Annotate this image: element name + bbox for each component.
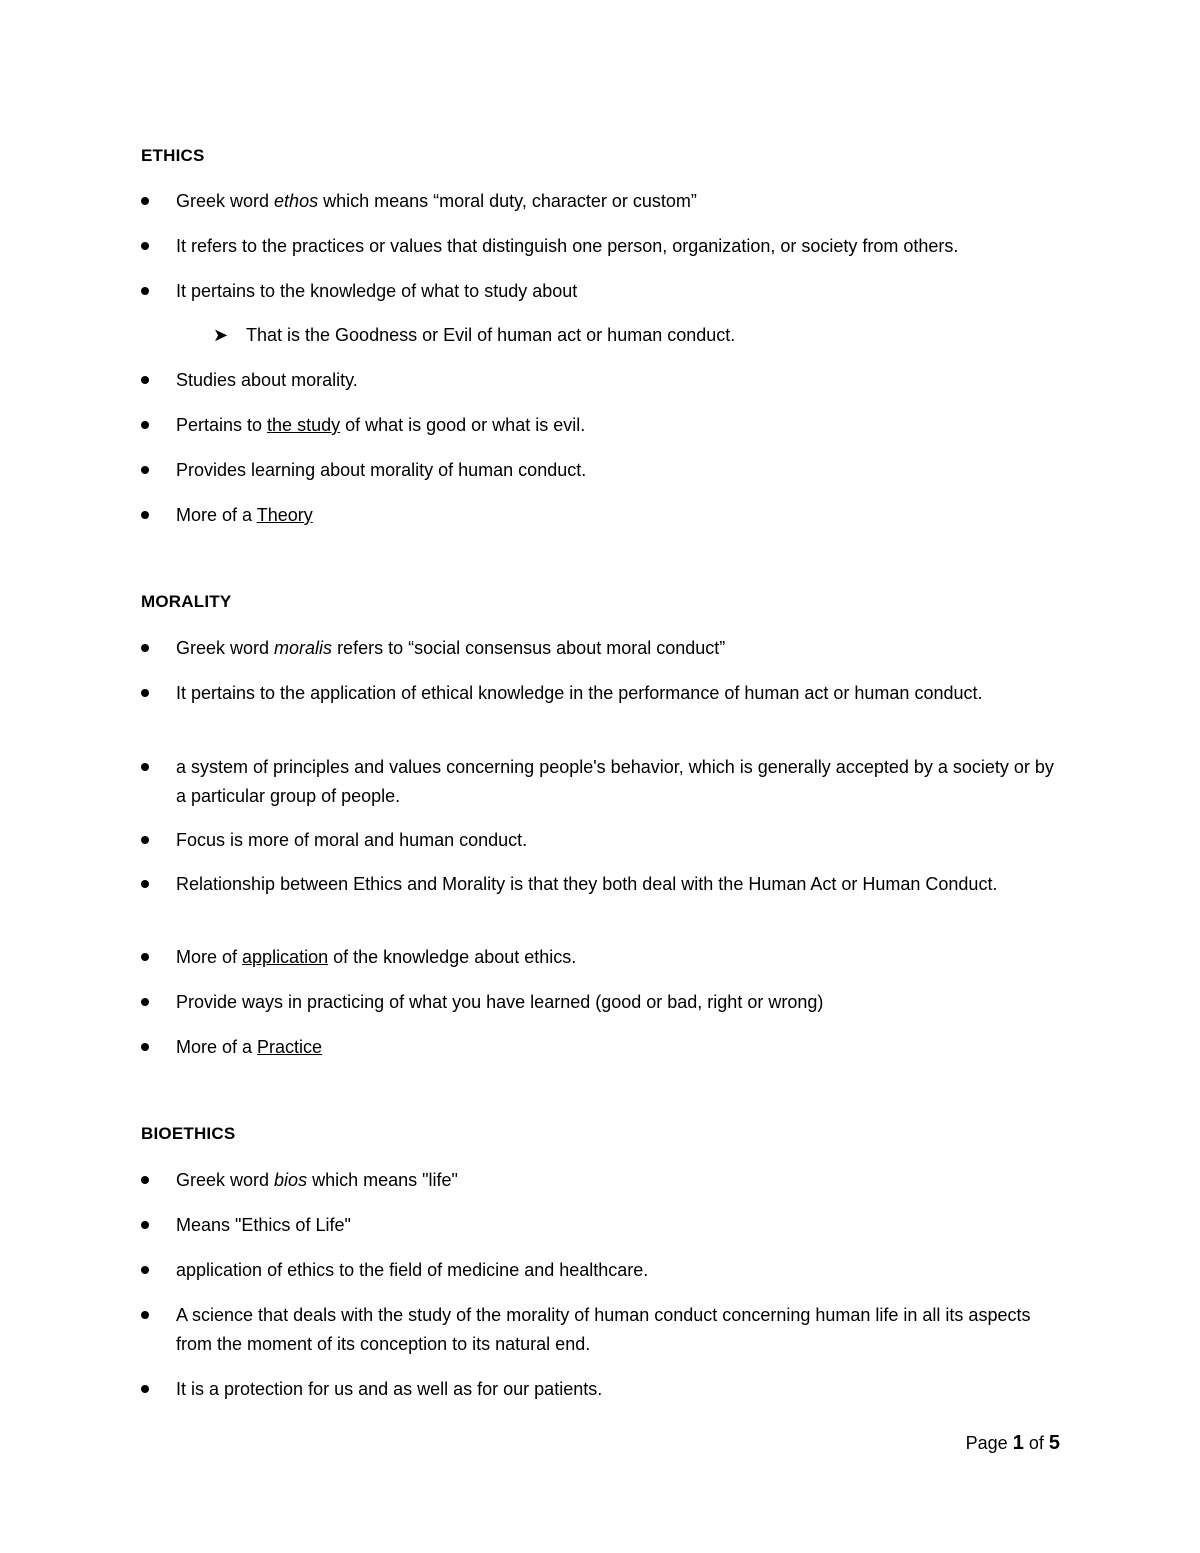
section-heading-bioethics: BIOETHICS — [141, 1124, 236, 1143]
list-item: a system of principles and values concerning people's behavior, which is generally accepted by a society or by a particular group of people. — [176, 757, 1054, 806]
list-item: Studies about morality. — [176, 370, 358, 390]
bullet-dot-icon — [141, 763, 149, 771]
list-item: It pertains to the application of ethical knowledge in the performance of human act or human conduct. — [176, 683, 983, 703]
list-item: Pertains to the study of what is good or what is evil. — [176, 415, 586, 435]
bullet-dot-icon — [141, 376, 149, 384]
bullet-dot-icon — [141, 1266, 149, 1274]
bullet-dot-icon — [141, 689, 149, 697]
list-item: More of a Theory — [176, 505, 313, 525]
list-item: Provide ways in practicing of what you have learned (good or bad, right or wrong) — [176, 992, 824, 1012]
bullet-dot-icon — [141, 466, 149, 474]
bullet-dot-icon — [141, 836, 149, 844]
section-heading-morality: MORALITY — [141, 592, 232, 611]
arrowhead-icon: ➤ — [213, 325, 229, 345]
bullet-dot-icon — [141, 953, 149, 961]
bullet-dot-icon — [141, 511, 149, 519]
list-item: A science that deals with the study of the morality of human conduct concerning human life in all its aspects from the moment of its conception to its natural end. — [176, 1305, 1031, 1354]
section-heading-ethics: ETHICS — [141, 146, 205, 165]
bullet-dot-icon — [141, 880, 149, 888]
list-item: More of a Practice — [176, 1037, 323, 1057]
sub-list-item: That is the Goodness or Evil of human act or human conduct. — [246, 325, 736, 345]
list-item: Greek word ethos which means “moral duty, character or custom” — [176, 191, 697, 211]
bullet-dot-icon — [141, 421, 149, 429]
list-item: Relationship between Ethics and Morality is that they both deal with the Human Act or Human Conduct. — [176, 874, 998, 894]
bullet-dot-icon — [141, 1385, 149, 1393]
bullet-dot-icon — [141, 1176, 149, 1184]
bullet-dot-icon — [141, 644, 149, 652]
list-item: Provides learning about morality of human conduct. — [176, 460, 587, 480]
bullet-dot-icon — [141, 1221, 149, 1229]
list-item: application of ethics to the field of medicine and healthcare. — [176, 1260, 649, 1280]
list-item: It refers to the practices or values that distinguish one person, organization, or society from others. — [176, 236, 959, 256]
list-item: Means "Ethics of Life" — [176, 1215, 351, 1235]
list-item: More of application of the knowledge about ethics. — [176, 947, 577, 967]
bullet-dot-icon — [141, 197, 149, 205]
list-item: Greek word moralis refers to “social consensus about moral conduct” — [176, 638, 726, 658]
page-number-footer: Page 1 of 5 — [965, 1432, 1060, 1454]
list-item: Greek word bios which means "life" — [176, 1170, 458, 1190]
list-item: Focus is more of moral and human conduct. — [176, 830, 528, 850]
bullet-dot-icon — [141, 998, 149, 1006]
bullet-dot-icon — [141, 1043, 149, 1051]
bullet-dot-icon — [141, 1311, 149, 1319]
bullet-dot-icon — [141, 287, 149, 295]
list-item: It is a protection for us and as well as for our patients. — [176, 1379, 603, 1399]
bullet-dot-icon — [141, 242, 149, 250]
list-item: It pertains to the knowledge of what to study about — [176, 281, 578, 301]
